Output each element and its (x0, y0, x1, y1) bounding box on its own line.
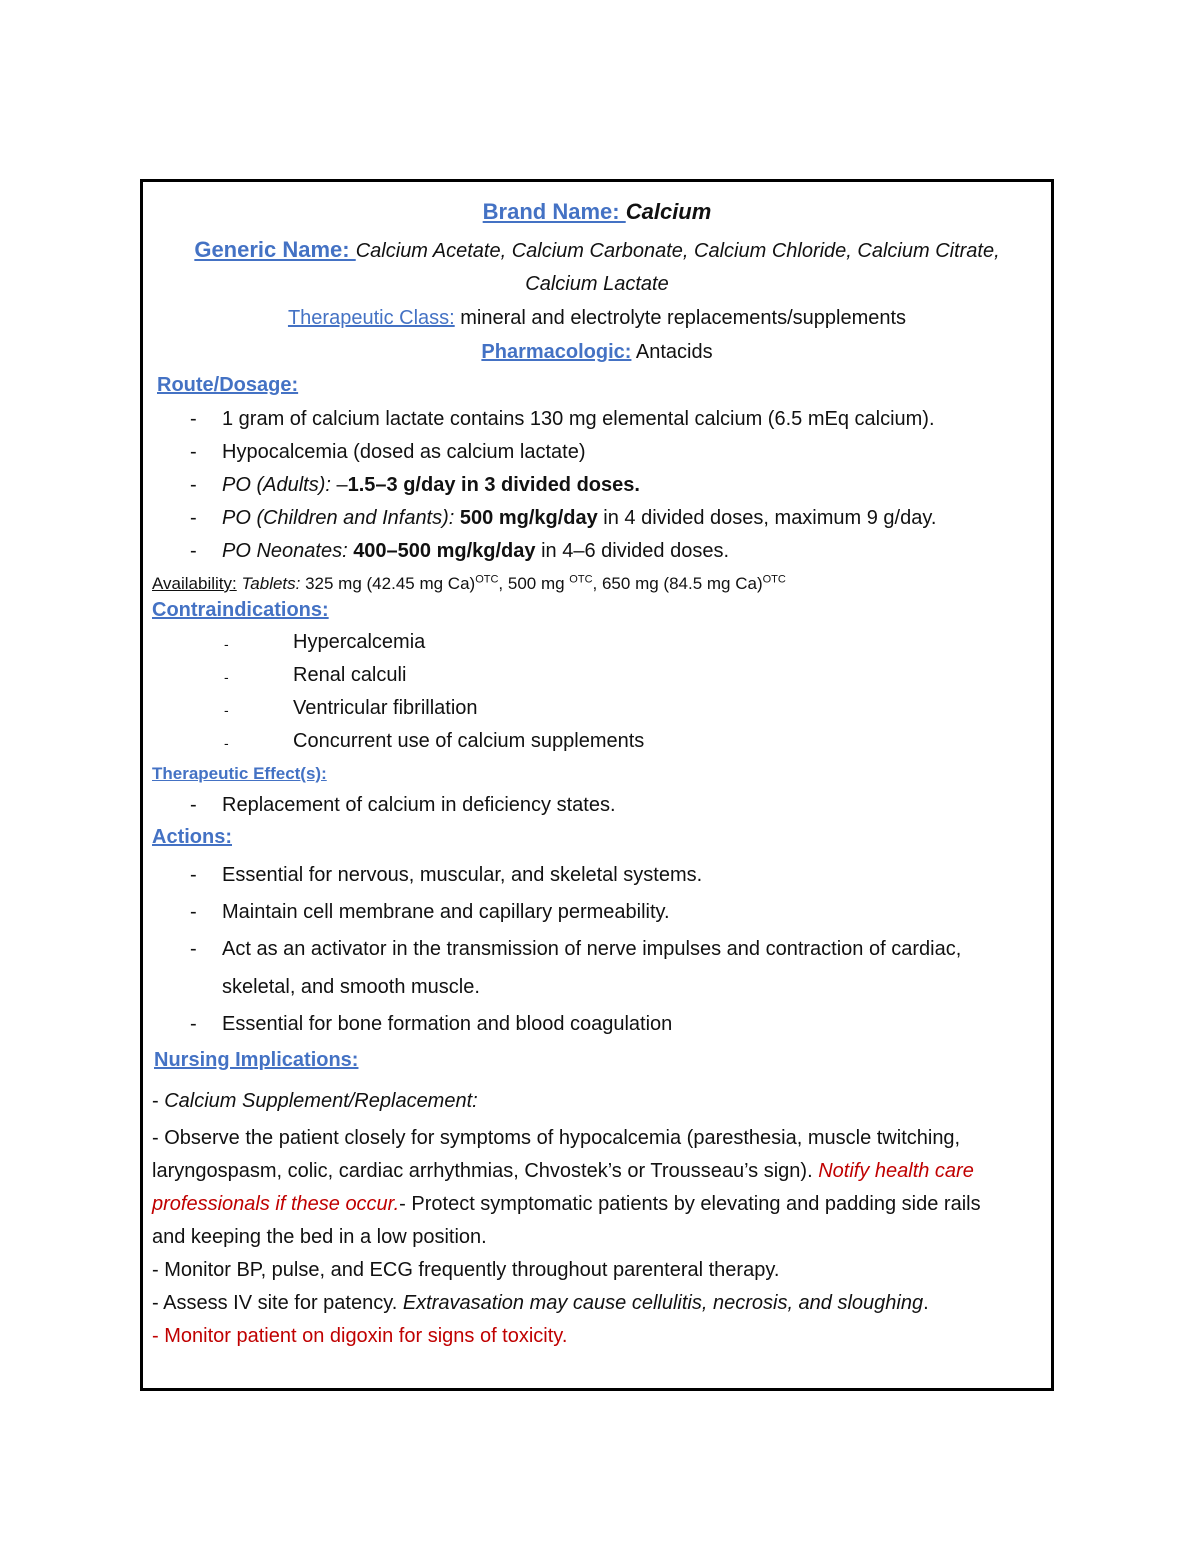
otc-sup-1: OTC (475, 573, 499, 586)
route-item-4-dose: 500 mg/kg/day (459, 507, 598, 529)
route-item-5-dose: 400–500 mg/kg/day (353, 540, 536, 562)
route-item-3-sep: – (330, 474, 348, 496)
contra-item-2: Renal calculi (293, 664, 407, 686)
availability-500: , 500 mg (498, 574, 570, 593)
route-item-5-route: PO Neonates: (222, 540, 348, 562)
contra-item-1: Hypercalcemia (293, 631, 426, 653)
otc-sup-3: OTC (762, 573, 786, 586)
nursing-p1-line3 (152, 1192, 981, 1216)
route-dash-1: - (190, 408, 197, 430)
availability-325: 325 mg (42.45 mg Ca) (300, 574, 476, 593)
action-dash-4: - (190, 1013, 197, 1035)
brand-name-label: Brand Name: (482, 199, 626, 224)
generic-name-value-1: Calcium Acetate, Calcium Carbonate, Calcium Chloride, Calcium Citrate, (355, 240, 1000, 262)
pharmacologic-line (143, 340, 1051, 364)
nursing-heading: Nursing Implications: (154, 1049, 359, 1071)
nursing-p1-line2 (152, 1159, 974, 1183)
availability-tablets: Tablets: (236, 574, 301, 593)
pharmacologic-label: Pharmacologic: (481, 341, 632, 363)
route-dash-4: - (190, 507, 197, 529)
route-dash-2: - (190, 441, 197, 463)
effect-dash-1: - (190, 794, 197, 816)
route-item-2: Hypocalcemia (dosed as calcium lactate) (222, 441, 586, 463)
contraindications-heading: Contraindications: (152, 599, 329, 621)
contra-dash-2: - (224, 669, 229, 685)
nursing-p3-italic: Extravasation may cause cellulitis, necrosis, and sloughing (402, 1292, 924, 1314)
nursing-p3-period: . (923, 1292, 929, 1314)
action-item-3-cont: skeletal, and smooth muscle. (222, 976, 480, 998)
therapeutic-class-value: mineral and electrolyte replacements/supplements (454, 307, 907, 329)
action-item-4: Essential for bone formation and blood coagulation (222, 1013, 673, 1035)
route-item-4-route: PO (Children and Infants): (222, 507, 455, 529)
route-item-3 (222, 473, 640, 497)
actions-heading: Actions: (152, 826, 232, 848)
nursing-p1-line1: - Observe the patient closely for symptoms of hypocalcemia (paresthesia, muscle twitching, (152, 1127, 961, 1149)
therapeutic-class-line (143, 306, 1051, 330)
contra-item-4: Concurrent use of calcium supplements (293, 730, 645, 752)
route-item-4-post: in 4 divided doses, maximum 9 g/day. (597, 507, 937, 529)
route-item-1: 1 gram of calcium lactate contains 130 mg elemental calcium (6.5 mEq calcium). (222, 408, 935, 430)
contra-dash-3: - (224, 702, 229, 718)
route-item-4 (222, 506, 936, 530)
nursing-notify-alert-2: professionals if these occur. (152, 1193, 400, 1215)
effects-heading: Therapeutic Effect(s): (152, 764, 327, 783)
contra-dash-4: - (224, 735, 229, 751)
nursing-notify-alert-1: Notify health care (818, 1160, 974, 1182)
route-dash-5: - (190, 540, 197, 562)
nursing-p3-text: - Assess IV site for patency. (152, 1292, 403, 1314)
nursing-p1-text3: - Protect symptomatic patients by elevating and padding side rails (399, 1193, 981, 1215)
nursing-p1-text2: laryngospasm, colic, cardiac arrhythmias, Chvostek’s or Trousseau’s sign). (152, 1160, 819, 1182)
action-dash-2: - (190, 901, 197, 923)
effect-item-1: Replacement of calcium in deficiency states. (222, 794, 616, 816)
action-dash-1: - (190, 864, 197, 886)
brand-name-value: Calcium (625, 199, 712, 224)
drug-card (140, 179, 1054, 1391)
otc-sup-2: OTC (569, 573, 593, 586)
nursing-p2: - Monitor BP, pulse, and ECG frequently throughout parenteral therapy. (152, 1259, 780, 1281)
pharmacologic-value: Antacids (631, 341, 713, 363)
therapeutic-class-label: Therapeutic Class: (287, 307, 455, 329)
nursing-subheading: Calcium Supplement/Replacement: (164, 1090, 478, 1112)
brand-name-line (143, 200, 1051, 224)
route-item-3-route: PO (Adults): (222, 474, 331, 496)
route-heading: Route/Dosage: (157, 374, 299, 396)
availability-label: Availability: (152, 574, 237, 593)
route-item-5-post: in 4–6 divided doses. (535, 540, 729, 562)
route-dash-3: - (190, 474, 197, 496)
route-item-3-dose: 1.5–3 g/day in 3 divided doses. (347, 474, 640, 496)
contra-dash-1: - (224, 636, 229, 652)
generic-name-label: Generic Name: (194, 237, 356, 262)
action-dash-3: - (190, 938, 197, 960)
availability-line (152, 572, 786, 596)
nursing-p1-line4: and keeping the bed in a low position. (152, 1226, 487, 1248)
generic-name-line (143, 238, 1051, 263)
nursing-digoxin-alert: - Monitor patient on digoxin for signs of toxicity. (152, 1325, 568, 1347)
generic-name-value-2: Calcium Lactate (525, 273, 669, 295)
contra-item-3: Ventricular fibrillation (293, 697, 478, 719)
nursing-p3 (152, 1291, 929, 1315)
availability-650: , 650 mg (84.5 mg Ca) (592, 574, 763, 593)
nursing-sub-line: - Calcium Supplement/Replacement: (152, 1090, 478, 1112)
action-item-2: Maintain cell membrane and capillary permeability. (222, 901, 670, 923)
action-item-1: Essential for nervous, muscular, and skeletal systems. (222, 864, 703, 886)
route-item-5 (222, 539, 729, 563)
action-item-3: Act as an activator in the transmission of nerve impulses and contraction of cardiac, (222, 938, 962, 960)
